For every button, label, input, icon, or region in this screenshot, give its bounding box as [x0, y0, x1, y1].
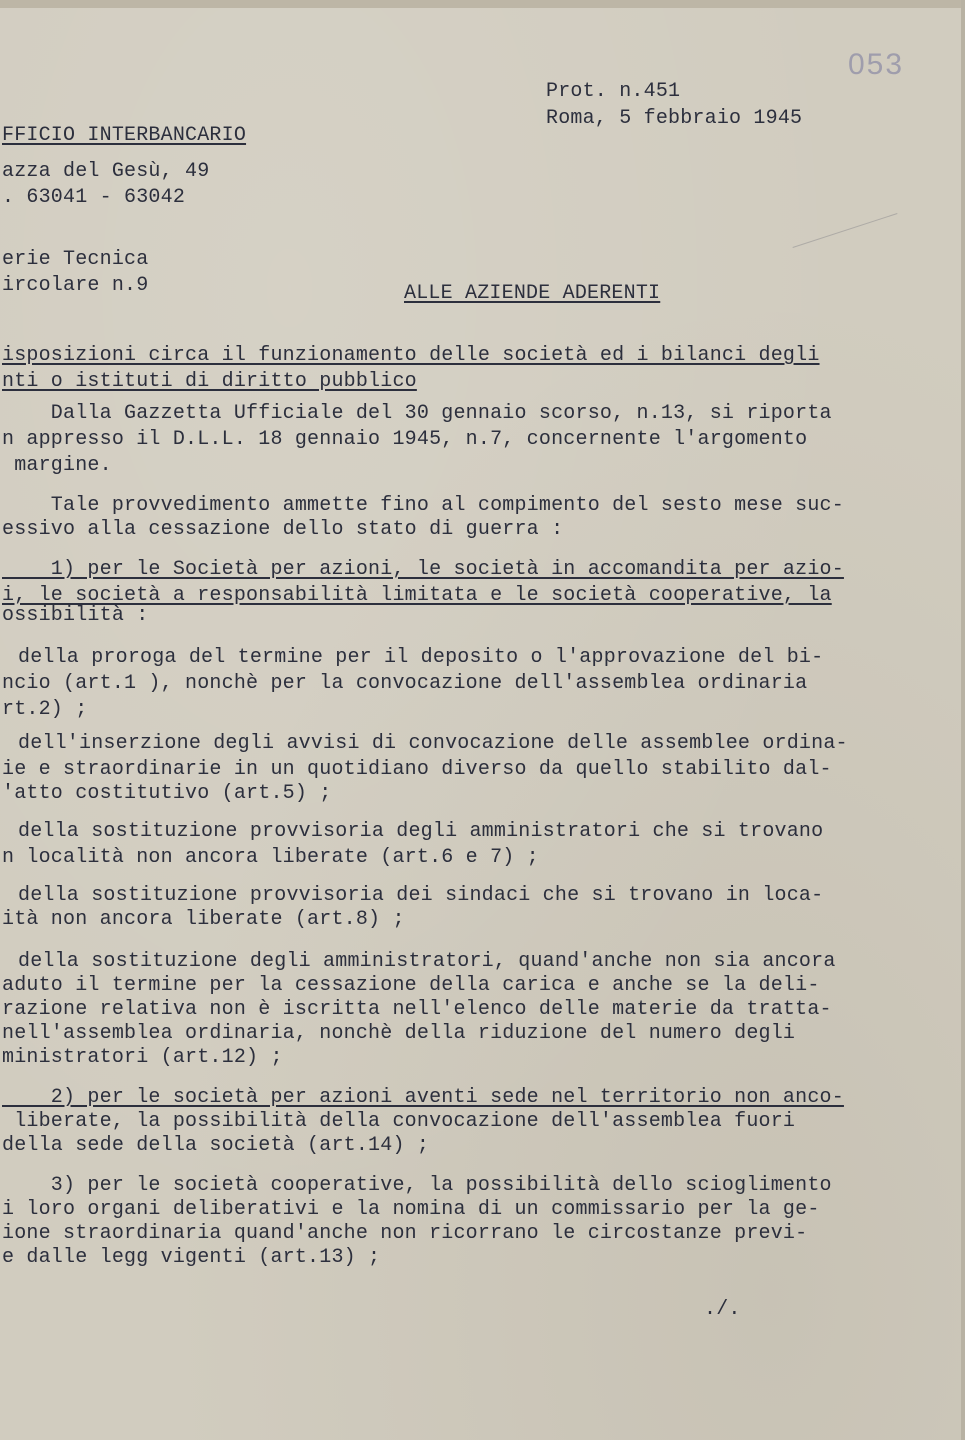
point-2-line: 2) per le società per azioni aventi sede nel territorio non anco- [2, 1086, 844, 1109]
item-line: n località non ancora liberate (art.6 e 7) ; [2, 846, 539, 869]
continuation-mark: ./. [704, 1298, 741, 1321]
point-2-line: della sede della società (art.14) ; [2, 1134, 430, 1157]
point-1-heading: 1) per le Società per azioni, le società in accomandita per azio- [2, 558, 844, 581]
subject-line-2: nti o istituti di diritto pubblico [2, 370, 417, 393]
item-line: ncio (art.1 ), nonchè per la convocazione dell'assemblea ordinaria [2, 672, 808, 695]
item-line: della sostituzione provvisoria degli amministratori che si trovano [18, 820, 824, 843]
point-3-line: e dalle legg vigenti (art.13) ; [2, 1246, 381, 1269]
sender-name: FFICIO INTERBANCARIO [2, 124, 247, 147]
point-3-line: ione straordinaria quand'anche non ricorrano le circostanze previ- [2, 1222, 808, 1245]
item-line: aduto il termine per la cessazione della carica e anche se la deli- [2, 974, 820, 997]
pencil-mark [793, 213, 898, 248]
point-1-heading-cont: i, le società a responsabilità limitata e le società cooperative, la [2, 584, 832, 607]
point-3-line: i loro organi deliberativi e la nomina di un commissario per la ge- [2, 1198, 820, 1221]
protocol-number: Prot. n.451 [546, 80, 681, 103]
item-line: della proroga del termine per il deposito o l'approvazione del bi- [18, 646, 824, 669]
item-line: ie e straordinarie in un quotidiano diverso da quello stabilito dal- [2, 758, 832, 781]
circular-number: ircolare n.9 [2, 274, 149, 297]
item-line: rt.2) ; [2, 698, 88, 721]
item-line: razione relativa non è iscritta nell'elenco delle materie da tratta- [2, 998, 832, 1021]
date-place: Roma, 5 febbraio 1945 [546, 107, 803, 130]
point-1-heading-end: ossibilità : [2, 604, 149, 627]
body-line: n appresso il D.L.L. 18 gennaio 1945, n.7, concernente l'argomento [2, 428, 808, 451]
recipient: ALLE AZIENDE ADERENTI [404, 282, 661, 305]
subject-line-1: isposizioni circa il funzionamento delle società ed i bilanci degli [2, 344, 820, 367]
point-2-line: liberate, la possibilità della convocazione dell'assemblea fuori [2, 1110, 796, 1133]
body-line: Tale provvedimento ammette fino al compimento del sesto mese suc- [2, 494, 844, 517]
item-line: nell'assemblea ordinaria, nonchè della riduzione del numero degli [2, 1022, 796, 1045]
point-3-line: 3) per le società cooperative, la possibilità dello scioglimento [2, 1174, 832, 1197]
archive-number: 053 [848, 48, 905, 81]
item-line: della sostituzione provvisoria dei sindaci che si trovano in loca- [18, 884, 824, 907]
item-line: della sostituzione degli amministratori, quand'anche non sia ancora [18, 950, 836, 973]
body-line: Dalla Gazzetta Ufficiale del 30 gennaio scorso, n.13, si riporta [2, 402, 832, 425]
top-edge [0, 0, 965, 8]
item-line: ità non ancora liberate (art.8) ; [2, 908, 405, 931]
sender-phone: . 63041 - 63042 [2, 186, 186, 209]
series-label: erie Tecnica [2, 248, 149, 271]
body-line: essivo alla cessazione dello stato di guerra : [2, 518, 564, 541]
sender-address: azza del Gesù, 49 [2, 160, 210, 183]
item-line: ministratori (art.12) ; [2, 1046, 283, 1069]
item-line: 'atto costitutivo (art.5) ; [2, 782, 332, 805]
body-line: margine. [2, 454, 112, 477]
right-edge [961, 0, 965, 1440]
item-line: dell'inserzione degli avvisi di convocazione delle assemblee ordina- [18, 732, 848, 755]
